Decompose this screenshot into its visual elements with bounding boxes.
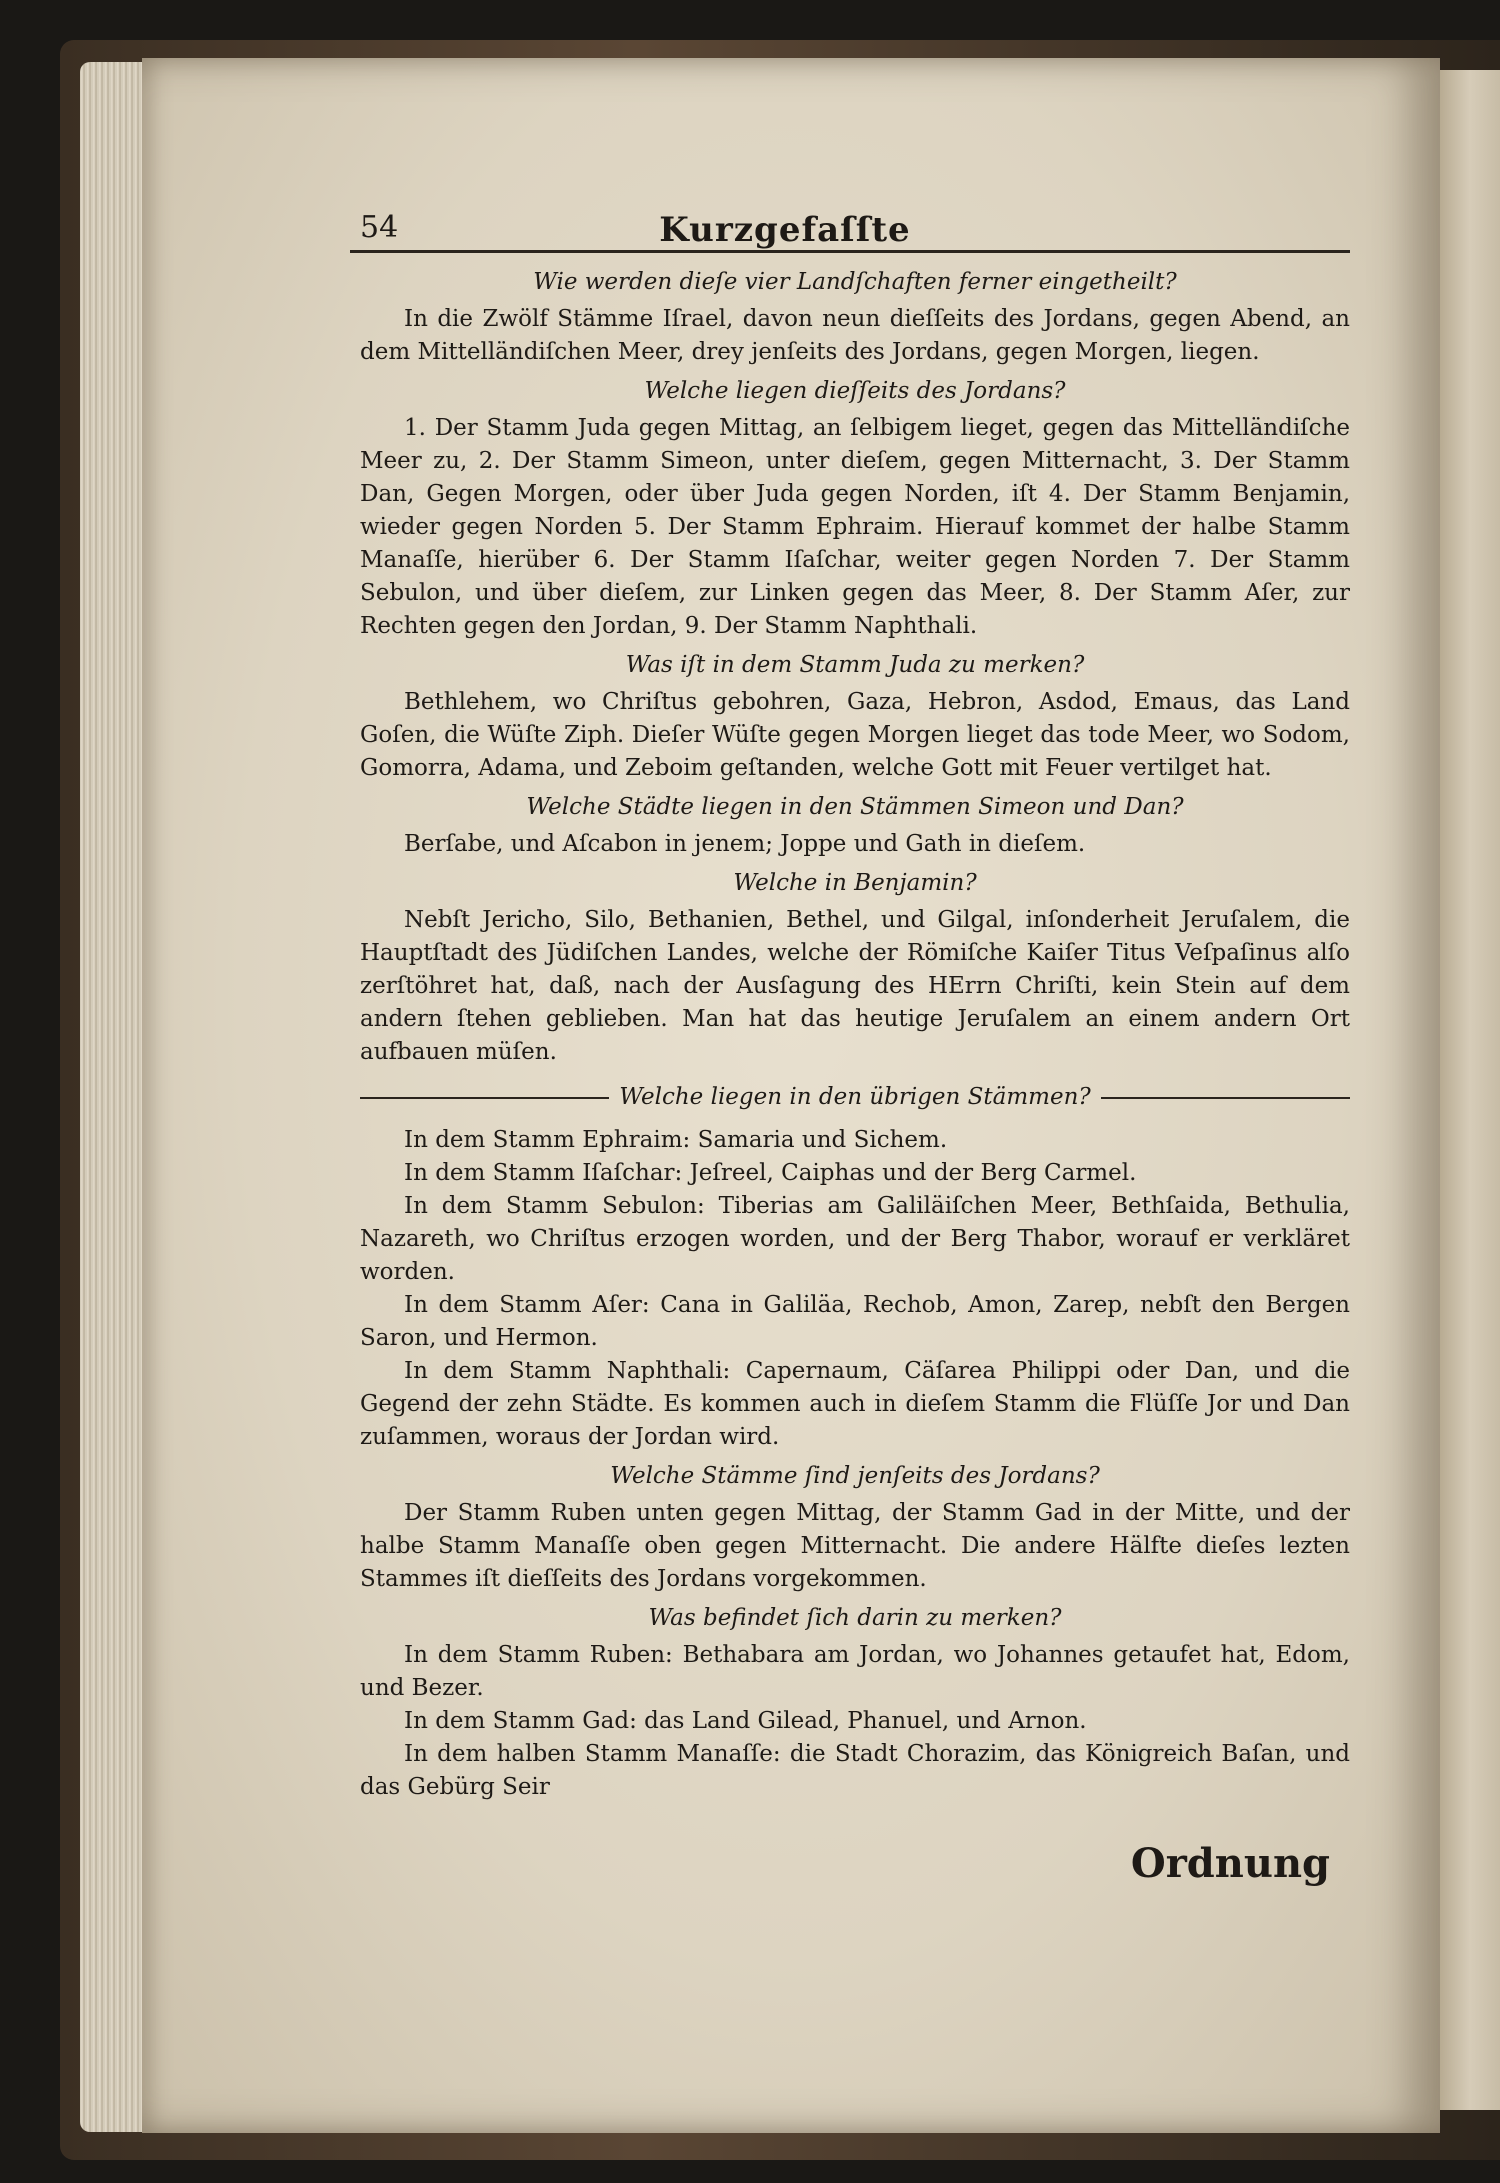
question-heading: Welche liegen dieſſeits des Jordans?: [644, 378, 1066, 404]
divider-line: [1101, 1097, 1350, 1099]
running-title: Kurzgefaſſte: [659, 210, 911, 250]
answer-paragraph: In dem Stamm Ephraim: Samaria und Sichem.: [404, 1127, 948, 1153]
question-heading: Welche Stämme ſind jenſeits des Jordans?: [610, 1463, 1100, 1489]
answer-paragraph: In dem Stamm Iſaſchar: Jeſreel, Caiphas und der Berg Carmel.: [404, 1160, 1137, 1186]
catchword: Ordnung: [1130, 1840, 1330, 1887]
question-heading: Welche liegen in den übrigen Stämmen?: [619, 1084, 1091, 1110]
section: [360, 266, 1350, 369]
text-block-upper: [360, 260, 1350, 1804]
answer-paragraph: In dem halben Stamm Manaſſe: die Stadt Chorazim, das Königreich Baſan, und das Gebürg Seir: [360, 1741, 1350, 1800]
question-heading: Welche in Benjamin?: [733, 870, 977, 896]
section: [360, 1460, 1350, 1596]
page-edges: [80, 62, 150, 2132]
question-heading: Was befindet ſich darin zu merken?: [648, 1605, 1062, 1631]
facing-page-edge: [1440, 70, 1500, 2110]
section-divider: [360, 1081, 1350, 1114]
answer-paragraph: Bethlehem, wo Chriſtus gebohren, Gaza, Hebron, Asdod, Emaus, das Land Goſen, die Wüſte Ziph. Dieſer Wüſte gegen Morgen lieget das tode Meer, wo Sodom, Gomorra, Adama, und Zeboim geſtanden, welche Gott mit Feuer vertilget hat.: [360, 689, 1350, 781]
running-header: [220, 210, 1350, 264]
answer-paragraph: In dem Stamm Gad: das Land Gilead, Phanuel, und Arnon.: [404, 1708, 1087, 1734]
section: [360, 649, 1350, 785]
answer-paragraph: Der Stamm Ruben unten gegen Mittag, der Stamm Gad in der Mitte, und der halbe Stamm Manaſſe oben gegen Mitternacht. Die andere Hälfte dieſes lezten Stammes iſt dieſſeits des Jordans vorgekommen.: [360, 1500, 1350, 1592]
section: [360, 867, 1350, 1069]
section: [360, 1602, 1350, 1804]
header-rule: [350, 250, 1350, 253]
page-number: 54: [360, 210, 399, 245]
answer-paragraph: Berſabe, und Aſcabon in jenem; Joppe und Gath in dieſem.: [404, 831, 1086, 857]
answer-paragraph: 1. Der Stamm Juda gegen Mittag, an ſelbigem lieget, gegen das Mittelländiſche Meer zu, 2. Der Stamm Simeon, unter dieſem, gegen Mitternacht, 3. Der Stamm Dan, Gegen Morgen, oder über Juda gegen Norden, iſt 4. Der Stamm Benjamin, wieder gegen Norden 5. Der Stamm Ephraim. Hierauf kommet der halbe Stamm Manaſſe, hierüber 6. Der Stamm Iſaſchar, weiter gegen Norden 7. Der Stamm Sebulon, und über dieſem, zur Linken gegen das Meer, 8. Der Stamm Aſer, zur Rechten gegen den Jordan, 9. Der Stamm Naphthali.: [360, 415, 1350, 639]
answer-paragraph: In dem Stamm Ruben: Bethabara am Jordan, wo Johannes getaufet hat, Edom, und Bezer.: [360, 1642, 1350, 1701]
question-heading: Welche Städte liegen in den Stämmen Simeon und Dan?: [526, 794, 1184, 820]
answer-paragraph: In dem Stamm Sebulon: Tiberias am Galiläiſchen Meer, Bethſaida, Bethulia, Nazareth, wo Chriſtus erzogen worden, und der Berg Thabor, worauf er verkläret worden.: [360, 1193, 1350, 1285]
section: [360, 375, 1350, 643]
question-heading: Wie werden dieſe vier Landſchaften ferner eingetheilt?: [533, 269, 1177, 295]
answer-paragraph: Nebſt Jericho, Silo, Bethanien, Bethel, und Gilgal, inſonderheit Jeruſalem, die Hauptſtadt des Jüdiſchen Landes, welche der Römiſche Kaiſer Titus Veſpaſinus alſo zerſtöhret hat, daß, nach der Ausſagung des HErrn Chriſti, kein Stein auf dem andern ſtehen geblieben. Man hat das heutige Jeruſalem an einem andern Ort aufbauen müſen.: [360, 907, 1350, 1065]
section: [360, 791, 1350, 861]
question-heading: Was iſt in dem Stamm Juda zu merken?: [625, 652, 1085, 678]
divider-line: [360, 1097, 609, 1099]
answer-paragraph: In die Zwölf Stämme Iſrael, davon neun dieſſeits des Jordans, gegen Abend, an dem Mittelländiſchen Meer, drey jenſeits des Jordans, gegen Morgen, liegen.: [360, 306, 1350, 365]
answer-paragraph: In dem Stamm Naphthali: Capernaum, Cäſarea Philippi oder Dan, und die Gegend der zehn Städte. Es kommen auch in dieſem Stamm die Flüſſe Jor und Dan zuſammen, woraus der Jordan wird.: [360, 1358, 1350, 1450]
answer-paragraph: In dem Stamm Aſer: Cana in Galiläa, Rechob, Amon, Zarep, nebſt den Bergen Saron, und Hermon.: [360, 1292, 1350, 1351]
